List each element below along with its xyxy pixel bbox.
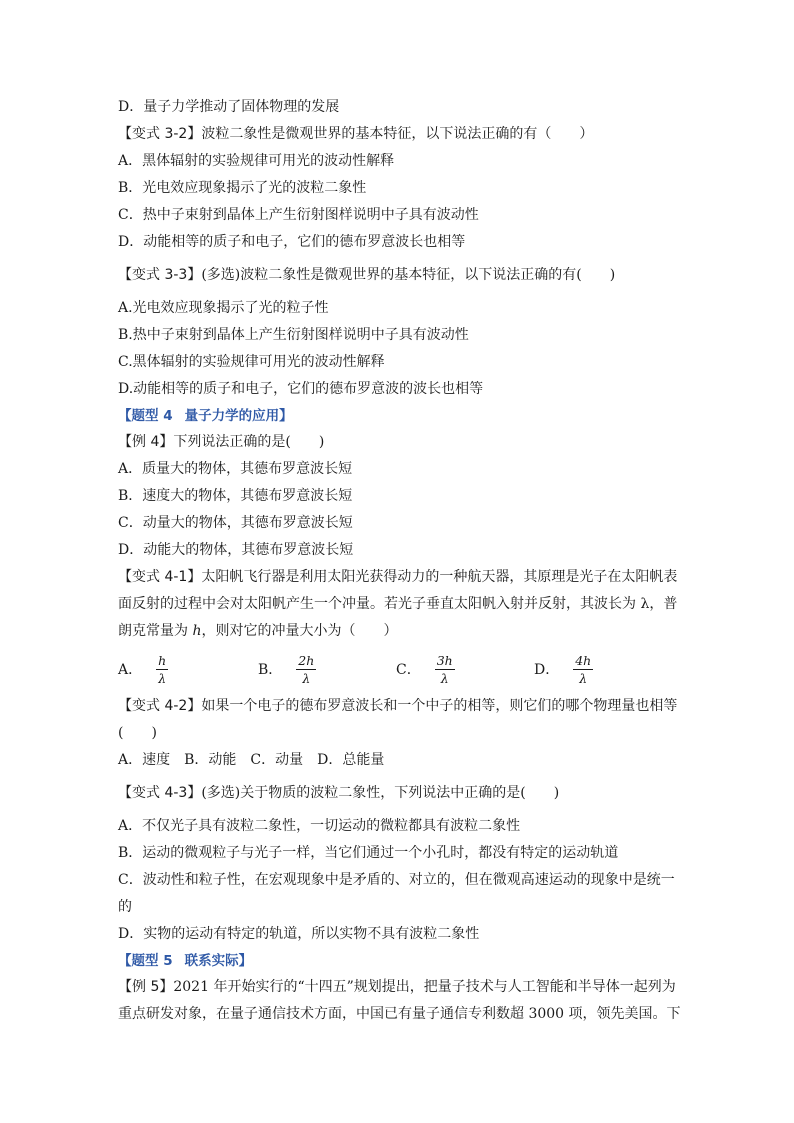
variant-4-3-option-c-line-1 (118, 867, 678, 894)
heading-title: 题型 4 (131, 408, 173, 424)
question-text: 2021 年开始实行的“十四五”规划提出，把量子技术与人工智能和半导体一起列为 (173, 979, 676, 995)
example-4-stem (118, 429, 678, 456)
option-text: B．光电效应现象揭示了光的波粒二象性 (118, 180, 367, 196)
option-text: D.动能相等的质子和电子，它们的德布罗意波的波长也相等 (118, 381, 484, 397)
question-text: 如果一个电子的德布罗意波长和一个中子的相等，则它们的哪个物理量也相等 (201, 698, 678, 714)
example-5-stem-line-2 (118, 1001, 681, 1028)
variant-tag: 【变式 4-2】 (118, 698, 202, 714)
example-4-option-c (118, 510, 678, 537)
option-text: C．动量大的物体，其德布罗意波长短 (118, 515, 353, 531)
variant-4-2-stem-line-2 (118, 720, 678, 747)
option-text: A．黑体辐射的实验规律可用光的波动性解释 (118, 153, 395, 169)
question-text: 重点研发对象，在量子通信技术方面，中国已有量子通信专利数超 3000 项，领先美国。下 (118, 1006, 681, 1022)
question-text: ，则对它的冲量大小为（ ） (201, 623, 398, 639)
option-text: D．量子力学推动了固体物理的发展 (118, 99, 340, 115)
heading-bracket: 【 (118, 408, 132, 424)
variant-3-2-option-c (118, 202, 678, 229)
fraction-denominator: λ (302, 670, 311, 686)
variant-tag: 【变式 4-3】 (118, 785, 202, 801)
variant-4-3-stem (118, 780, 678, 807)
variant-3-3-option-b (118, 322, 678, 349)
variant-4-1-options (118, 647, 678, 691)
heading-bracket: 】 (238, 953, 253, 969)
option-text: D．动能相等的质子和电子，它们的德布罗意波长也相等 (118, 234, 466, 250)
option-label: B． (258, 662, 283, 678)
question-text: 波粒二象性是微观世界的基本特征，以下说法正确的有（ ） (201, 126, 594, 142)
variant-3-3-option-a (118, 295, 678, 322)
variant-4-2-stem-line-1 (118, 693, 678, 720)
fraction-denominator: λ (579, 670, 588, 686)
variant-4-3-option-a (118, 813, 678, 840)
option-text: C．热中子束射到晶体上产生衍射图样说明中子具有波动性 (118, 207, 479, 223)
option-text: C.黑体辐射的实验规律可用光的波动性解释 (118, 354, 385, 370)
variant-4-1-stem-line-3 (118, 618, 678, 645)
variant-4-3-option-d (118, 921, 678, 948)
variant-3-2-option-a (118, 148, 678, 175)
section-heading-type-5 (118, 948, 678, 974)
question-text: 太阳帆飞行器是利用太阳光获得动力的一种航天器，其原理是光子在太阳帆表 (201, 569, 678, 585)
variant-3-3-option-d (118, 376, 678, 403)
heading-subtitle: 量子力学的应用 (184, 408, 280, 424)
planck-symbol: h (192, 623, 202, 639)
option-text: D．实物的运动有特定的轨道，所以实物不具有波粒二象性 (118, 926, 480, 942)
fraction-denominator: λ (158, 670, 167, 686)
example-5-stem-line-1 (118, 974, 678, 1001)
variant-3-3-option-c (118, 349, 678, 376)
option-label: C． (396, 662, 421, 678)
option-text: B．运动的微观粒子与光子一样，当它们通过一个小孔时，都没有特定的运动轨道 (118, 845, 619, 861)
fraction-numerator: 4h (575, 652, 592, 668)
heading-subtitle: 联系实际 (184, 953, 239, 969)
option-label: A． (118, 662, 143, 678)
option-text: B．速度大的物体，其德布罗意波长短 (118, 488, 353, 504)
variant-4-2-options (118, 747, 678, 774)
option-b (258, 653, 396, 686)
answer-bracket: ( ) (118, 725, 157, 741)
heading-bracket: 【 (118, 953, 132, 969)
option-text: 的 (118, 899, 132, 915)
option-d (534, 653, 674, 686)
option-a (118, 653, 258, 686)
question-text: 朗克常量为 (118, 623, 193, 639)
example-4-option-b (118, 483, 678, 510)
variant-3-2-option-b (118, 175, 678, 202)
fraction (156, 653, 168, 686)
variant-4-1-stem-line-2 (118, 591, 678, 618)
option-label: D． (534, 662, 560, 678)
question-3-1-option-d (118, 94, 678, 121)
heading-bracket: 】 (279, 408, 293, 424)
option-text: A．速度 B．动能 C．动量 D．总能量 (118, 752, 385, 768)
option-text: A.光电效应现象揭示了光的粒子性 (118, 300, 329, 316)
option-text: D．动能大的物体，其德布罗意波长短 (118, 542, 354, 558)
variant-tag: 【变式 3-3】 (118, 267, 202, 283)
example-tag: 【例 4】 (118, 434, 174, 450)
question-text: (多选)关于物质的波粒二象性，下列说法中正确的是( ) (201, 785, 560, 801)
option-c (396, 653, 534, 686)
fraction (296, 653, 316, 686)
fraction-numerator: 3h (436, 652, 453, 668)
variant-3-3-stem (118, 262, 678, 289)
example-tag: 【例 5】 (118, 979, 174, 995)
option-text: C．波动性和粒子性，在宏观现象中是矛盾的、对立的，但在微观高速运动的现象中是统一 (118, 872, 675, 888)
example-4-option-a (118, 456, 678, 483)
variant-3-2-stem (118, 121, 678, 148)
fraction (435, 653, 455, 686)
option-text: A．不仅光子具有波粒二象性，一切运动的微粒都具有波粒二象性 (118, 818, 521, 834)
document-content (118, 94, 681, 1028)
fraction (573, 653, 593, 686)
variant-tag: 【变式 4-1】 (118, 569, 202, 585)
question-text: (多选)波粒二象性是微观世界的基本特征，以下说法正确的有( ) (201, 267, 616, 283)
section-heading-type-4 (118, 403, 678, 429)
question-text: 面反射的过程中会对太阳帆产生一个冲量。若光子垂直太阳帆入射并反射，其波长为 λ，普 (118, 596, 678, 612)
variant-4-3-option-b (118, 840, 678, 867)
fraction-numerator: 2h (298, 652, 315, 668)
fraction-numerator: h (158, 652, 167, 668)
question-text: 下列说法正确的是( ) (173, 434, 325, 450)
fraction-denominator: λ (440, 670, 449, 686)
variant-tag: 【变式 3-2】 (118, 126, 202, 142)
option-text: B.热中子束射到晶体上产生衍射图样说明中子具有波动性 (118, 327, 469, 343)
heading-title: 题型 5 (131, 953, 173, 969)
variant-4-1-stem-line-1 (118, 564, 678, 591)
variant-3-2-option-d (118, 229, 678, 256)
option-text: A．质量大的物体，其德布罗意波长短 (118, 461, 353, 477)
variant-4-3-option-c-line-2 (118, 894, 678, 921)
example-4-option-d (118, 537, 678, 564)
